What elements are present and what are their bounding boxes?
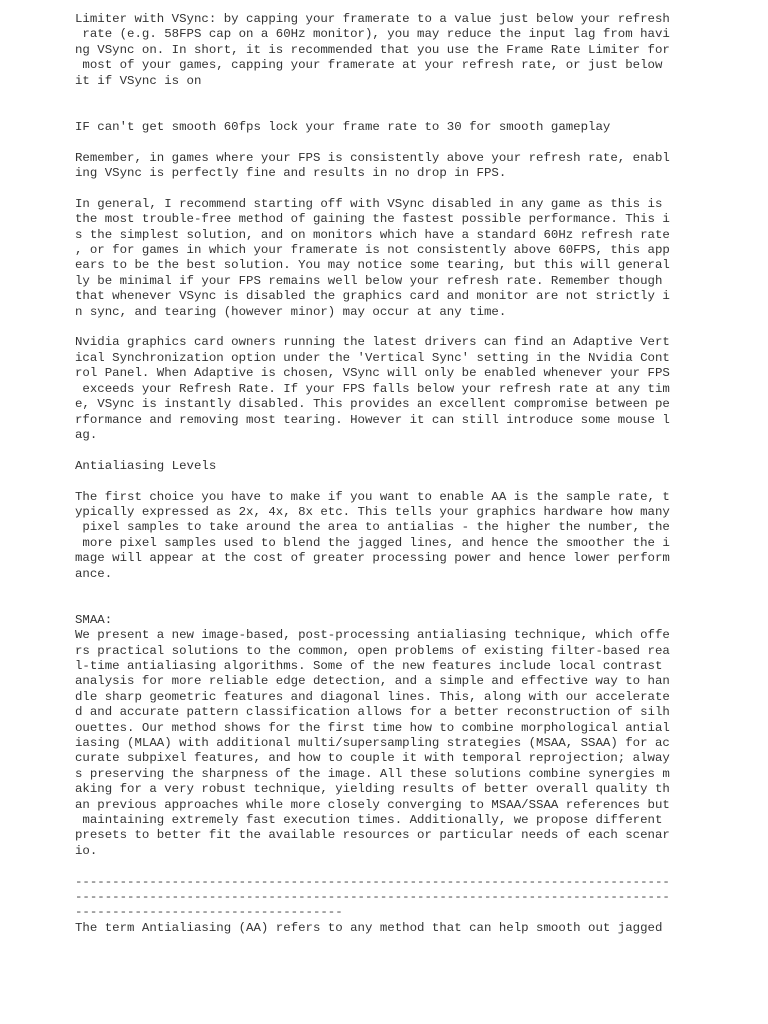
text-line: l-time antialiasing algorithms. Some of the new features include local contrast <box>75 658 663 673</box>
text-line: rs practical solutions to the common, open problems of existing filter-based rea <box>75 643 670 658</box>
text-line: The first choice you have to make if you want to enable AA is the sample rate, t <box>75 489 670 504</box>
text-line: The term Antialiasing (AA) refers to any method that can help smooth out jagged <box>75 920 663 935</box>
text-line: iasing (MLAA) with additional multi/supersampling strategies (MSAA, SSAA) for ac <box>75 735 670 750</box>
text-line: IF can't get smooth 60fps lock your frame rate to 30 for smooth gameplay <box>75 119 611 134</box>
spacer <box>75 135 675 150</box>
text-line: rformance and removing most tearing. However it can still introduce some mouse l <box>75 412 670 427</box>
text-line: , or for games in which your framerate is not consistently above 60FPS, this app <box>75 243 670 258</box>
text-line: s preserving the sharpness of the image. All these solutions combine synergies m <box>75 766 670 781</box>
spacer <box>75 474 675 489</box>
text-line: analysis for more reliable edge detection, and a simple and effective way to han <box>75 674 670 689</box>
text-line: ------------------------------------ <box>75 905 343 920</box>
text-line: mage will appear at the cost of greater processing power and hence lower perform <box>75 551 670 566</box>
text-line: Nvidia graphics card owners running the latest drivers can find an Adaptive Vert <box>75 335 670 350</box>
paragraph-sample-rate <box>75 490 675 582</box>
text-line: that whenever VSync is disabled the graphics card and monitor are not strictly i <box>75 289 670 304</box>
text-line: Antialiasing Levels <box>75 458 217 473</box>
text-line: exceeds your Refresh Rate. If your FPS falls below your refresh rate at any tim <box>75 381 670 396</box>
text-line: e, VSync is instantly disabled. This provides an excellent compromise between pe <box>75 397 670 412</box>
text-line: s the simplest solution, and on monitors which have a standard 60Hz refresh rate <box>75 227 670 242</box>
paragraph-limiter-vsync <box>75 12 675 89</box>
text-line: Limiter with VSync: by capping your framerate to a value just below your refresh <box>75 12 670 26</box>
text-line: -------------------------------------------------------------------------------- <box>75 874 670 889</box>
text-line: maintaining extremely fast execution times. Additionally, we propose different <box>75 813 663 828</box>
spacer <box>75 320 675 335</box>
text-line: curate subpixel features, and how to couple it with temporal reprojection; alway <box>75 751 670 766</box>
text-line: n sync, and tearing (however minor) may occur at any time. <box>75 304 507 319</box>
paragraph-smaa <box>75 613 675 860</box>
text-line: ag. <box>75 427 98 442</box>
text-line: more pixel samples used to blend the jagged lines, and hence the smoother the i <box>75 535 670 550</box>
document-page <box>75 12 675 936</box>
spacer <box>75 89 675 120</box>
text-line: io. <box>75 843 98 858</box>
text-line: ance. <box>75 566 113 581</box>
text-line: ears to be the best solution. You may notice some tearing, but this will general <box>75 258 670 273</box>
paragraph-30fps-tip <box>75 120 675 135</box>
text-line: rol Panel. When Adaptive is chosen, VSync will only be enabled whenever your FPS <box>75 366 670 381</box>
text-line: most of your games, capping your framerate at your refresh rate, or just below <box>75 58 663 73</box>
dashed-separator <box>75 875 675 921</box>
spacer <box>75 859 675 874</box>
text-line: ing VSync is perfectly fine and results in no drop in FPS. <box>75 166 507 181</box>
text-line: aking for a very robust technique, yielding results of better overall quality th <box>75 782 670 797</box>
spacer <box>75 181 675 196</box>
spacer <box>75 443 675 458</box>
text-line: ly be minimal if your FPS remains well below your refresh rate. Remember though <box>75 273 663 288</box>
text-line: ypically expressed as 2x, 4x, 8x etc. This tells your graphics hardware how many <box>75 504 670 519</box>
paragraph-adaptive-vsync <box>75 335 675 443</box>
text-line: ng VSync on. In short, it is recommended that you use the Frame Rate Limiter for <box>75 42 670 57</box>
text-line: pixel samples to take around the area to antialias - the higher the number, the <box>75 520 670 535</box>
text-line: SMAA: <box>75 612 113 627</box>
text-line: presets to better fit the available resources or particular needs of each scenar <box>75 828 670 843</box>
text-line: it if VSync is on <box>75 73 202 88</box>
text-line: dle sharp geometric features and diagonal lines. This, along with our accelerate <box>75 689 670 704</box>
text-line: -------------------------------------------------------------------------------- <box>75 890 670 905</box>
paragraph-vsync-disabled <box>75 197 675 320</box>
text-line: the most trouble-free method of gaining the fastest possible performance. This i <box>75 212 670 227</box>
text-line: Remember, in games where your FPS is consistently above your refresh rate, enabl <box>75 150 670 165</box>
paragraph-vsync-fine <box>75 151 675 182</box>
paragraph-aa-term <box>75 921 675 936</box>
text-line: ouettes. Our method shows for the first time how to combine morphological antial <box>75 720 670 735</box>
heading-antialiasing-levels <box>75 459 675 474</box>
spacer <box>75 582 675 613</box>
text-line: We present a new image-based, post-processing antialiasing technique, which offe <box>75 628 670 643</box>
text-line: In general, I recommend starting off with VSync disabled in any game as this is <box>75 196 663 211</box>
text-line: ical Synchronization option under the 'Vertical Sync' setting in the Nvidia Cont <box>75 350 670 365</box>
text-line: d and accurate pattern classification allows for a better reconstruction of silh <box>75 705 670 720</box>
text-line: an previous approaches while more closely converging to MSAA/SSAA references but <box>75 797 670 812</box>
text-line: rate (e.g. 58FPS cap on a 60Hz monitor), you may reduce the input lag from havi <box>75 27 670 42</box>
